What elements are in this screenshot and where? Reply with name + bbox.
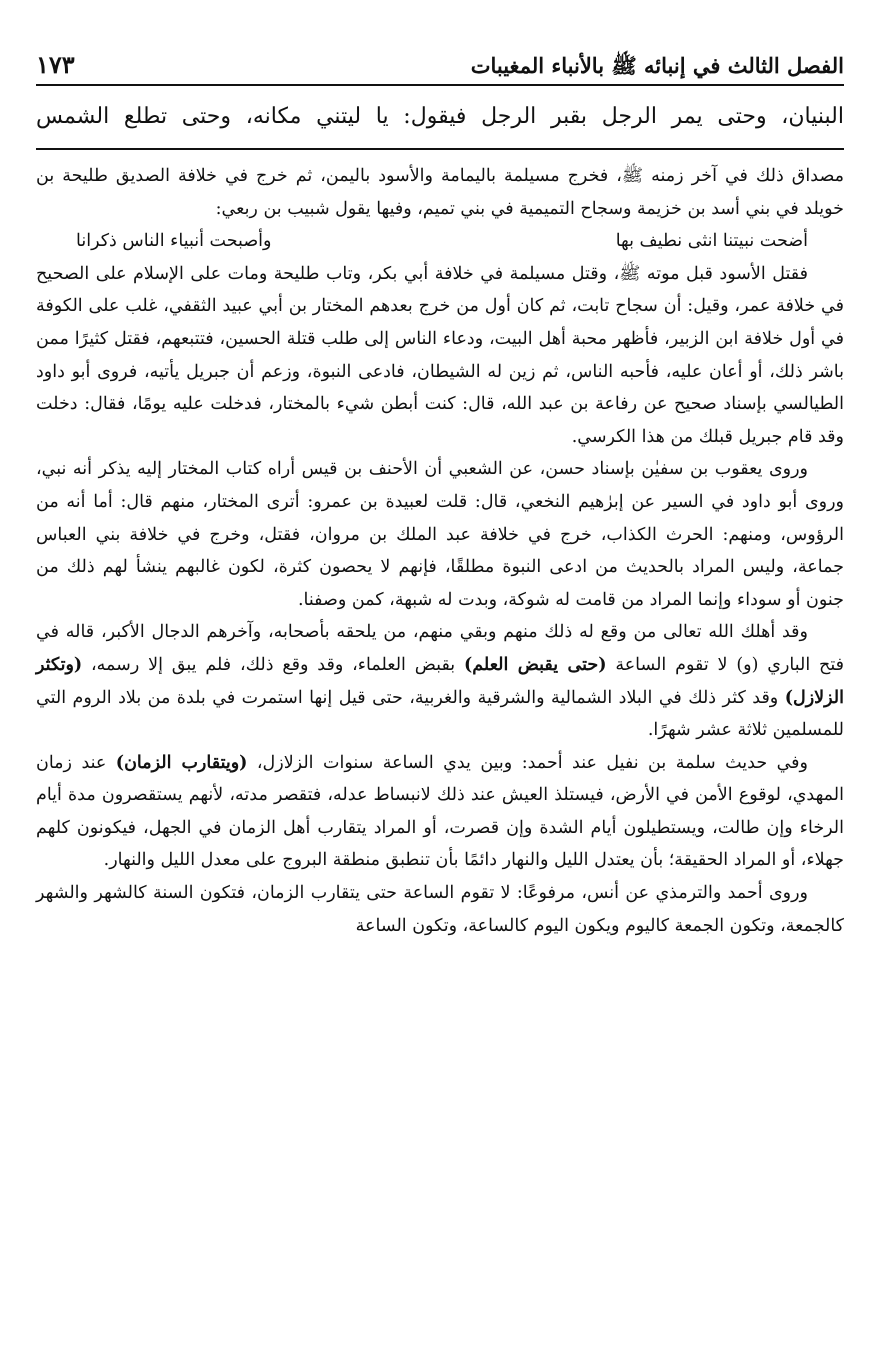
hadith-quote: (وتكثر الزلازل) [36, 654, 844, 708]
commentary-paragraph-4 [36, 616, 844, 746]
commentary-paragraph-6: وروى أحمد والترمذي عن أنس، مرفوعًا: لا تقوم الساعة حتى يتقارب الزمان، فتكون السنة كالشهر والشهر كالجمعة، وتكون الجمعة كاليوم ويكون اليوم كالساعة، وتكون الساعة [36, 883, 844, 936]
hadith-quote: (حتى يقبض العلم) [464, 654, 607, 675]
book-page [36, 48, 844, 942]
commentary [36, 160, 844, 942]
text-run: وقد أهلك الله تعالى من وقع له ذلك منهم وبقي منهم، من يلحقه بأصحابه، وآخرهم الدجال الأكبر، قاله في فتح الباري (و) لا تقوم الساعة [36, 622, 844, 675]
commentary-paragraph-1: مصداق ذلك في آخر زمنه ﷺ، فخرج مسيلمة باليمامة والأسود باليمن، ثم خرج في خلافة الصديق طليحة بن خويلد في بني أسد بن خزيمة وسجاح التميمية في بني تميم، وفيها يقول شبيب بن ربعي: [36, 166, 844, 219]
commentary-paragraph-2: فقتل الأسود قبل موته ﷺ، وقتل مسيلمة في خلافة أبي بكر، وتاب طليحة ومات على الإسلام على الصحيح في خلافة عمر، وقيل: أن سجاح تابت، ثم كان أول من خرج بعدهم المختار بن أبي عبيد الثقفي، غلب على الكوفة في أول خلافة ابن الزبير، فأظهر محبة أهل البيت، ودعاء الناس إلى طلب قتلة الحسين، فتتبعهم، فقتل كثيرًا ممن باشر ذلك، أو أعان عليه، فأحبه الناس، ثم زين له الشيطان، فادعى النبوة، وزعم أن جبريل يأتيه، فروى أبو داود الطيالسي بإسناد صحيح عن رفاعة بن عبد الله، قال: كنت أبطن شيء بالمختار، فدخلت عليه يومًا، فقال: دخلت وقد قام جبريل قبلك من هذا الكرسي. [36, 263, 844, 447]
text-run: وقد كثر ذلك في البلاد الشمالية والشرقية والغربية، حتى قيل إنها استمرت في بلدة من بلاد الروم التي للمسلمين ثلاثة عشر شهرًا. [36, 687, 844, 741]
text-run: عند زمان المهدي، لوقوع الأمن في الأرض، فيستلذ العيش عند ذلك لانبساط عدله، فتقصر مدته، لأنهم يستقصرون مدة أيام الرخاء وإن طالت، ويستطيلون أيام الشدة وإن قصرت، أو المراد يتقارب أهل الزمان في الجهل، فيكونون كلهم جهلاء، أو المراد الحقيقة؛ بأن يعتدل الليل والنهار دائمًا بأن تنطبق منطقة البروج على معدل الليل والنهار. [36, 752, 844, 871]
footnote-rule [36, 148, 844, 150]
text-run: وفي حديث سلمة بن نفيل عند أحمد: وبين يدي الساعة سنوات الزلازل، [247, 752, 808, 773]
verse-first-hemistich: أضحت نبيتنا انثى نطيف بها [615, 231, 808, 252]
main-text: البنيان، وحتى يمر الرجل بقبر الرجل فيقول: يا ليتني مكانه، وحتى تطلع الشمس [36, 104, 844, 129]
chapter-title: الفصل الثالث في إنبائه ﷺ بالأنباء المغيبات [470, 53, 844, 78]
hadith-quote: (ويتقارب الزمان) [115, 752, 248, 773]
commentary-paragraph-5 [36, 747, 844, 877]
commentary-paragraph-3: وروى يعقوب بن سفيٰن بإسناد حسن، عن الشعبي أن الأحنف بن قيس أراه كتاب المختار إليه يذكر أنه نبي، وروى أبو داود في السير عن إبرٰهيم النخعي، قال: قلت لعبيدة بن عمرو: أترى المختار، منهم قال: أما أنه من الرؤوس، ومنهم: الحرث الكذاب، خرج في خلافة عبد الملك بن مروان، فقتل، وخرج في خلافة بني العباس جماعة، وليس المراد بالحديث من ادعى النبوة مطلقًا، فإنهم لا يحصون كثرة، لكون غالبهم ينشأ لهم ذلك من جنون أو سوداء وإنما المراد من قامت له شوكة، وبدت له شبهة، كمن وصفنا. [36, 459, 844, 610]
verse-second-hemistich: وأصبحت أنبياء الناس ذكرانا [76, 231, 272, 252]
poetry-verse [36, 225, 844, 258]
running-head [36, 48, 844, 82]
header-rule [36, 84, 844, 86]
page-number: ١٧٣ [36, 50, 75, 79]
text-run: بقبض العلماء، وقد وقع ذلك، فلم يبق إلا رسمه، [82, 654, 464, 675]
